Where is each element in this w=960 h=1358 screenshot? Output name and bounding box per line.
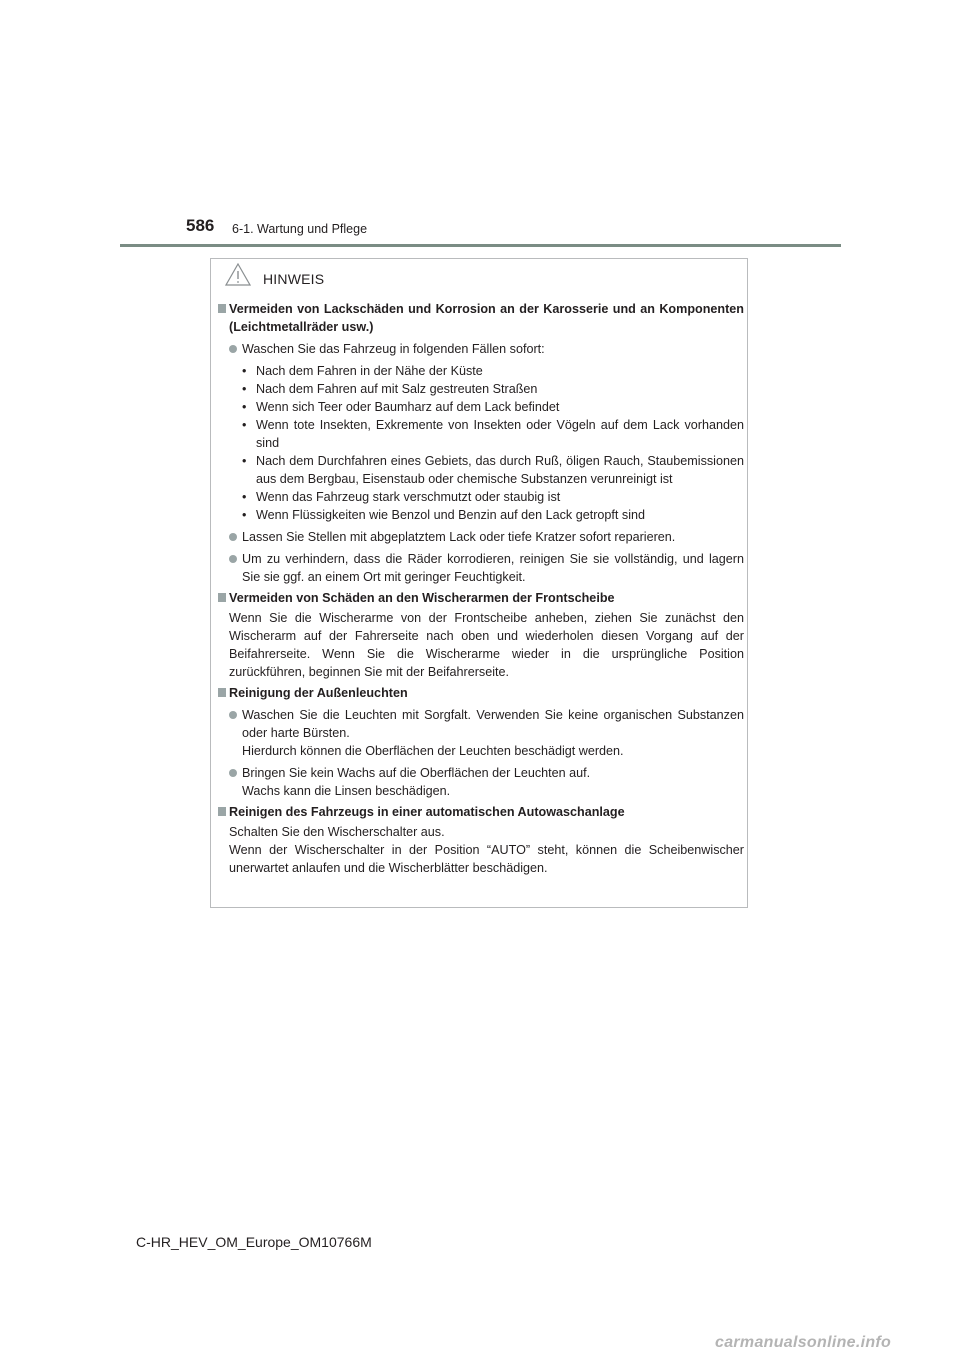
section-heading: Vermeiden von Schäden an den Wischerarmen der Frontscheibe xyxy=(218,589,744,607)
page-number: 586 xyxy=(186,216,215,235)
section-heading: Reinigen des Fahrzeugs in einer automatischen Autowaschanlage xyxy=(218,803,744,821)
circle-bullet-icon xyxy=(229,769,237,777)
square-bullet-icon xyxy=(218,593,226,602)
square-bullet-icon xyxy=(218,304,226,313)
bullet-point: Lassen Sie Stellen mit abgeplatztem Lack oder tiefe Kratzer sofort reparieren. xyxy=(218,528,744,546)
sub-list xyxy=(218,362,744,524)
notice-box xyxy=(210,258,748,908)
section-title: 6-1. Wartung und Pflege xyxy=(232,222,368,236)
circle-bullet-icon xyxy=(229,533,237,541)
section-heading: Reinigung der Außenleuchten xyxy=(218,684,744,702)
bullet-point: Waschen Sie das Fahrzeug in folgenden Fällen sofort: xyxy=(218,340,744,358)
bullet-point: Waschen Sie die Leuchten mit Sorgfalt. Verwenden Sie keine organischen Substanzen oder harte Bürsten. Hierdurch können die Oberflächen der Leuchten beschädigt werden. xyxy=(218,706,744,760)
notice-header xyxy=(225,259,525,289)
watermark: carmanualsonline.info xyxy=(715,1334,892,1351)
sub-list-item: • Wenn das Fahrzeug stark verschmutzt oder staubig ist xyxy=(218,488,744,506)
body-text: Schalten Sie den Wischerschalter aus. Wenn der Wischerschalter in der Position “AUTO” steht, können die Scheibenwischer unerwartet anlaufen und die Wischerblätter beschädigen. xyxy=(229,825,744,875)
warning-triangle-icon xyxy=(225,263,251,286)
body-text: Wenn Sie die Wischerarme von der Frontscheibe anheben, ziehen Sie zunächst den Wischerarm auf der Fahrerseite nach oben und wiederholen diesen Vorgang auf der Beifahrerseite. Wenn Sie die Wischerarme wieder in die ursprüngliche Position zurückführen, beginnen Sie mit der Beifahrerseite. xyxy=(229,611,744,679)
section-heading: Vermeiden von Lackschäden und Korrosion an der Karosserie und an Komponenten (Leichtmetallräder usw.) xyxy=(218,300,744,336)
notice-title: HINWEIS xyxy=(263,271,325,287)
circle-bullet-icon xyxy=(229,711,237,719)
document-code: C-HR_HEV_OM_Europe_OM10766M xyxy=(136,1234,372,1250)
notice-content xyxy=(218,297,744,877)
circle-bullet-icon xyxy=(229,345,237,353)
sub-list-item: • Nach dem Fahren in der Nähe der Küste xyxy=(218,362,744,380)
sub-list-item: • Wenn tote Insekten, Exkremente von Insekten oder Vögeln auf dem Lack vorhanden sind xyxy=(218,416,744,452)
circle-bullet-icon xyxy=(229,555,237,563)
header-divider xyxy=(120,244,841,247)
sub-list-item: • Wenn sich Teer oder Baumharz auf dem Lack befindet xyxy=(218,398,744,416)
sub-list-item: • Nach dem Durchfahren eines Gebiets, das durch Ruß, öligen Rauch, Staubemissionen aus dem Bergbau, Eisenstaub oder chemische Substanzen verunreinigt ist xyxy=(218,452,744,488)
square-bullet-icon xyxy=(218,688,226,697)
square-bullet-icon xyxy=(218,807,226,816)
sub-list-item: • Wenn Flüssigkeiten wie Benzol und Benzin auf den Lack getropft sind xyxy=(218,506,744,524)
sub-list-item: • Nach dem Fahren auf mit Salz gestreuten Straßen xyxy=(218,380,744,398)
bullet-point: Um zu verhindern, dass die Räder korrodieren, reinigen Sie sie vollständig, und lagern Sie sie ggf. an einem Ort mit geringer Feuchtigkeit. xyxy=(218,550,744,586)
bullet-point: Bringen Sie kein Wachs auf die Oberflächen der Leuchten auf. Wachs kann die Linsen beschädigen. xyxy=(218,764,744,800)
